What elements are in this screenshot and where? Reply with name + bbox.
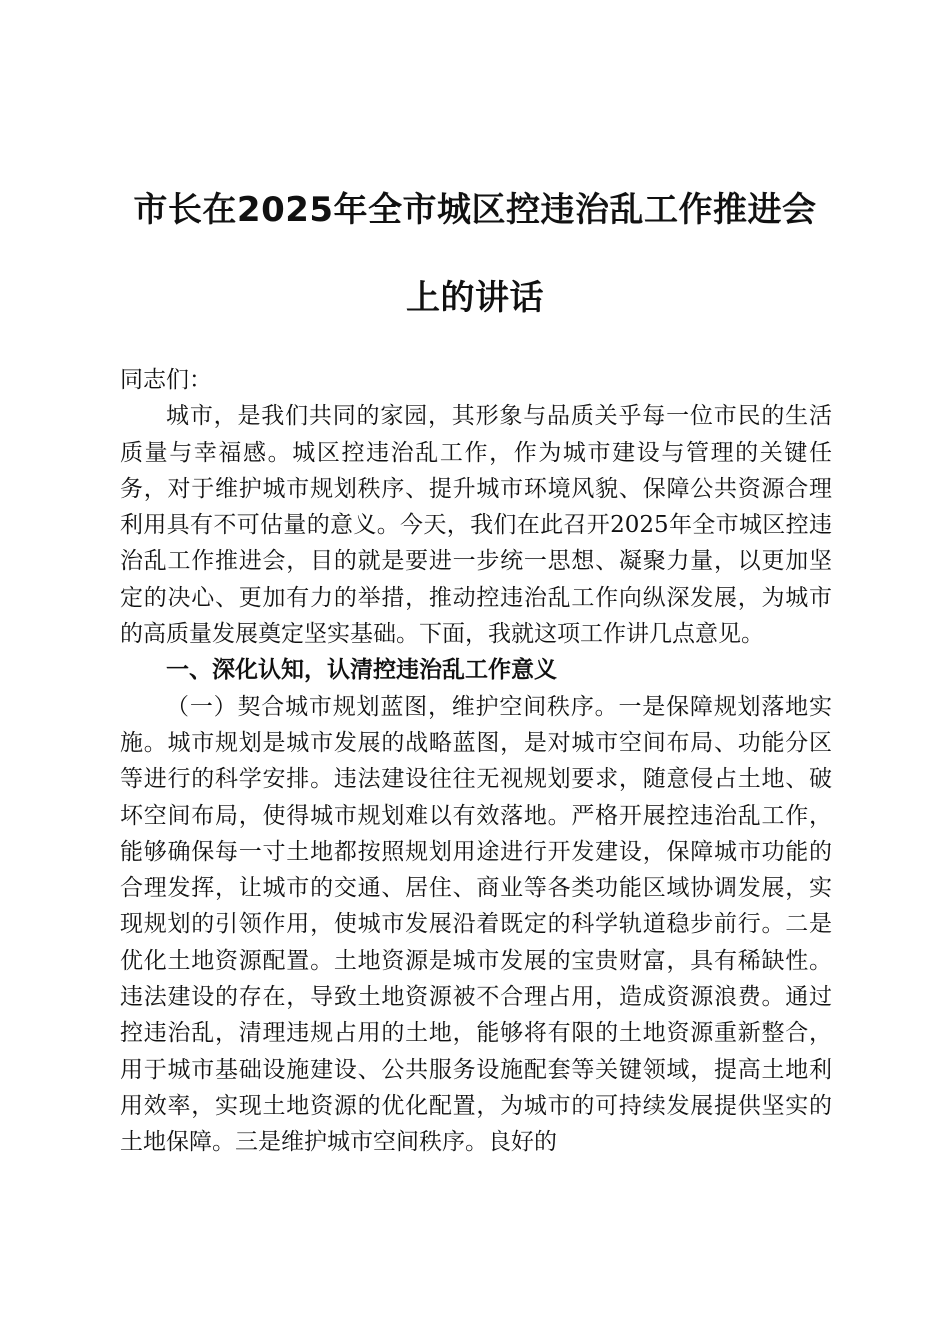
- document-title: [100, 166, 850, 342]
- intro-paragraph: 城市，是我们共同的家园，其形象与品质关乎每一位市民的生活质量与幸福感。城区控违治乱工作，作为城市建设与管理的关键任务，对于维护城市规划秩序、提升城市环境风貌、保障公共资源合理利用具有不可估量的意义。今天，我们在此召开2025年全市城区控违治乱工作推进会，目的就是要进一步统一思想、凝聚力量，以更加坚定的决心、更加有力的举措，推动控违治乱工作向纵深发展，为城市的高质量发展奠定坚实基础。下面，我就这项工作讲几点意见。: [120, 403, 832, 648]
- document-title-line-1: 市长在2025年全市城区控违治乱工作推进会: [133, 190, 817, 230]
- section-heading: 一、深化认知，认清控违治乱工作意义: [166, 657, 557, 684]
- document-title-line-2: 上的讲话: [406, 278, 544, 318]
- section-paragraph: （一）契合城市规划蓝图，维护空间秩序。一是保障规划落地实施。城市规划是城市发展的战略蓝图，是对城市空间布局、功能分区等进行的科学安排。违法建设往往无视规划要求，随意侵占土地、破坏空间布局，使得城市规划难以有效落地。严格开展控违治乱工作，能够确保每一寸土地都按照规划用途进行开发建设，保障城市功能的合理发挥，让城市的交通、居住、商业等各类功能区域协调发展，实现规划的引领作用，使城市发展沿着既定的科学轨道稳步前行。二是优化土地资源配置。土地资源是城市发展的宝贵财富，具有稀缺性。违法建设的存在，导致土地资源被不合理占用，造成资源浪费。通过控违治乱，清理违规占用的土地，能够将有限的土地资源重新整合，用于城市基础设施建设、公共服务设施配套等关键领域，提高土地利用效率，实现土地资源的优化配置，为城市的可持续发展提供坚实的土地保障。三是维护城市空间秩序。良好的: [120, 693, 832, 1156]
- document-body: [120, 362, 832, 1161]
- salutation: 同志们：: [120, 367, 212, 393]
